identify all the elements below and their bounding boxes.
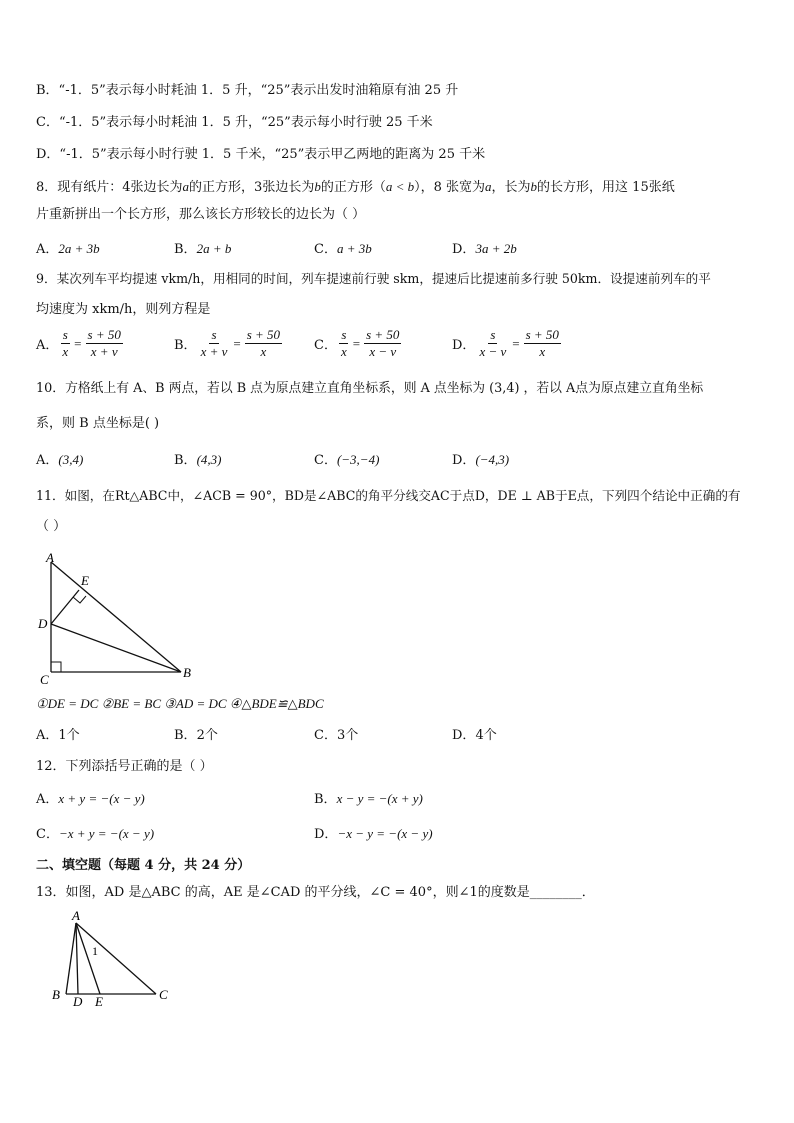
right-angle-mark-c [51, 662, 61, 672]
segment-bd [51, 624, 181, 672]
label-c: C [40, 672, 49, 684]
q12-option-a: A．x + y = −(x − y) [36, 791, 145, 807]
q9-option-c: C． $\frac{s}{x}$ = $\frac{s + 50}{x - v}$ [314, 327, 400, 359]
right-angle-mark-e [73, 596, 86, 603]
q11-option-d: D．4个 [452, 728, 497, 743]
label-d: D [38, 616, 48, 631]
q8-option-b: B．2a + b [174, 241, 232, 257]
label-a: A [72, 908, 80, 923]
label-b: B [183, 665, 191, 680]
q9-option-d: D． $\frac{s}{x - v}$ = $\frac{s + 50}{x}$ [452, 327, 559, 359]
label-d: D [73, 994, 83, 1008]
side-ab [66, 923, 76, 994]
q10-option-a: A．(3,4) [36, 452, 84, 468]
q8-option-d: D．3a + 2b [452, 241, 517, 257]
q12-option-d: D．−x − y = −(x − y) [314, 826, 433, 842]
q8-option-a: A．2a + 3b [36, 241, 100, 257]
side-ab [51, 562, 181, 672]
q8-option-c: C．a + 3b [314, 241, 372, 257]
label-b: B [52, 987, 60, 1002]
q12-option-c: C．−x + y = −(x − y) [36, 826, 155, 842]
q12-stem: 12．下列添括号正确的是（ ） [36, 759, 213, 774]
q9-option-b: B． $\frac{s}{x + v}$ = $\frac{s + 50}{x}$ [174, 327, 281, 359]
q11-conclusions: ①DE = DC ②BE = BC ③AD = DC ④△BDE≌△BDC [36, 696, 324, 711]
label-c: C [159, 987, 168, 1002]
q13-stem: 13．如图，AD 是△ABC 的高，AE 是∠CAD 的平分线，∠C = 40°，则∠1的度数是________． [36, 885, 595, 900]
q13-triangle-figure [48, 908, 180, 1008]
q11-option-b: B．2个 [174, 728, 218, 743]
q11-triangle-figure [30, 548, 205, 684]
q10-option-b: B．(4,3) [174, 452, 222, 468]
q11-stem: 11．如图，在Rt△ABC中，∠ACB = 90°，BD是∠ABC的角平分线交AC于点D，DE ⊥ AB于E点，下列四个结论中正确的有 [36, 488, 741, 503]
section-heading: 二、填空题（每题 4 分，共 24 分） [36, 858, 251, 873]
q11-option-c: C．3个 [314, 728, 359, 743]
label-angle-1: 1 [92, 944, 98, 958]
q9-stem-line2: 均速度为 xkm/h，则列方程是 [36, 302, 211, 317]
label-e: E [95, 994, 103, 1008]
q10-stem: 10．方格纸上有 A、B 两点，若以 B 点为原点建立直角坐标系，则 A 点坐标为 (3,4) ，若以 A点为原点建立直角坐标 [36, 381, 704, 396]
q8-stem-line2: 片重新拼出一个长方形，那么该长方形较长的边长为（ ） [36, 207, 366, 222]
q10-option-c: C．(−3,−4) [314, 452, 380, 468]
q11-option-a: A．1个 [36, 728, 80, 743]
q8-stem: 8．现有纸片：4张边长为a的正方形，3张边长为b的正方形（a < b），8 张宽为a，长为b的长方形，用这 15张纸 [36, 179, 675, 195]
segment-de [51, 590, 79, 624]
q7-option-b: B．“-1．5”表示每小时耗油 1．5 升，“25”表示出发时油箱原有油 25 升 [36, 83, 459, 98]
q10-option-d: D．(−4,3) [452, 452, 510, 468]
q7-option-c: C．“-1．5”表示每小时耗油 1．5 升，“25”表示每小时行驶 25 千米 [36, 115, 433, 130]
q12-option-b: B．x − y = −(x + y) [314, 791, 423, 807]
label-a: A [46, 550, 54, 565]
q9-stem: 9．某次列车平均提速 vkm/h，用相同的时间，列车提速前行驶 skm，提速后比提速前多行驶 50km．设提速前列车的平 [36, 271, 711, 286]
height-ad [76, 923, 78, 994]
q10-stem-line2: 系，则 B 点坐标是( ) [36, 416, 160, 431]
label-e: E [81, 573, 89, 588]
q7-option-d: D．“-1．5”表示每小时行驶 1．5 千米，“25”表示甲乙两地的距离为 25 千米 [36, 147, 486, 162]
q11-stem-line2: （ ） [36, 519, 67, 534]
q9-option-a: A． $\frac{s}{x}$ = $\frac{s + 50}{x + v}$ [36, 327, 121, 359]
